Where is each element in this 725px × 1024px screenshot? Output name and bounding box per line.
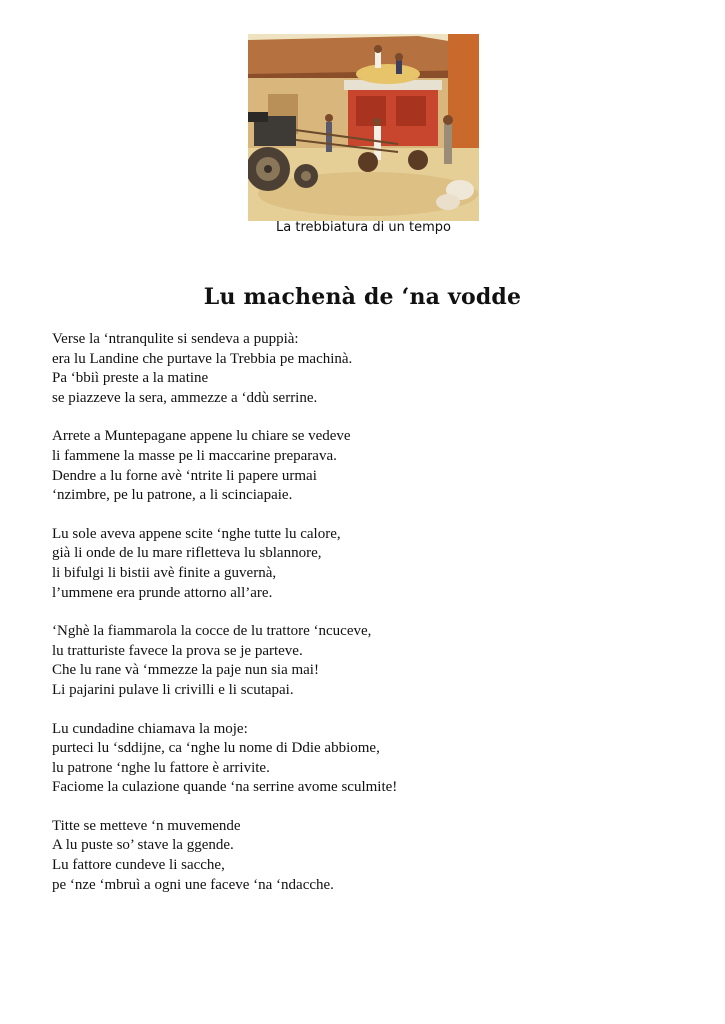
poem-line: Arrete a Muntepagane appene lu chiare se vedeve xyxy=(52,428,351,445)
poem-line: Lu fattore cundeve li sacche, xyxy=(52,857,225,874)
poem-line: Che lu rane và ‘mmezze la paje nun sia mai! xyxy=(52,662,319,679)
poem-line: ‘Nghè la fiammarola la cocce de lu trattore ‘ncuceve, xyxy=(52,623,372,640)
poem-line: Titte se metteve ‘n muvemende xyxy=(52,817,241,834)
stanza-4 xyxy=(52,622,692,700)
poem-line: lu patrone ‘nghe lu fattore è arrivite. xyxy=(52,759,270,776)
poem-line: Faciome la culazione quande ‘na serrine avome sculmite! xyxy=(52,779,398,796)
poem-line: pe ‘nze ‘mbruì a ogni une faceve ‘na ‘ndacche. xyxy=(52,876,334,893)
poem-line: ‘nzimbre, pe lu patrone, a li scinciapaie. xyxy=(52,487,293,504)
poem-line: se piazzeve la sera, ammezze a ‘ddù serrine. xyxy=(52,389,318,406)
poem-line: Pa ‘bbiì preste a la matine xyxy=(52,370,209,387)
threshing-painting xyxy=(248,34,479,221)
poem-line: l’ummene era prunde attorno all’are. xyxy=(52,584,273,601)
poem-title: Lu machenà de ‘na vodde xyxy=(203,284,522,310)
poem-body xyxy=(52,330,692,914)
poem-line: li fammene la masse pe li maccarine preparava. xyxy=(52,447,337,464)
threshing-scene-image xyxy=(248,34,479,221)
stanza-5 xyxy=(52,720,692,798)
poem-line: era lu Landine che purtave la Trebbia pe machinà. xyxy=(52,350,353,367)
poem-line: Lu sole aveva appene scite ‘nghe tutte lu calore, xyxy=(52,525,341,542)
poem-line: A lu puste so’ stave la ggende. xyxy=(52,837,234,854)
poem-line: Dendre a lu forne avè ‘ntrite li papere urmai xyxy=(52,467,317,484)
poem-line: Lu cundadine chiamava la moje: xyxy=(52,720,248,737)
poem-line: lu tratturiste favece la prova se je parteve. xyxy=(52,642,303,659)
poem-line: purteci lu ‘sddijne, ca ‘nghe lu nome di Ddie abbiome, xyxy=(52,740,380,757)
poem-line: Verse la ‘ntranqulite si sendeva a puppià: xyxy=(52,331,299,347)
stanza-1 xyxy=(52,330,692,408)
stanza-2 xyxy=(52,427,692,505)
figure-caption: La trebbiatura di un tempo xyxy=(276,220,451,235)
poem-line: li bifulgi li bistii avè finite a guvernà, xyxy=(52,564,277,581)
stanza-3 xyxy=(52,525,692,603)
poem-line: già li onde de lu mare rifletteva lu sblannore, xyxy=(52,545,322,562)
stanza-6 xyxy=(52,817,692,895)
poem-line: Li pajarini pulave li crivilli e li scutapai. xyxy=(52,681,294,698)
